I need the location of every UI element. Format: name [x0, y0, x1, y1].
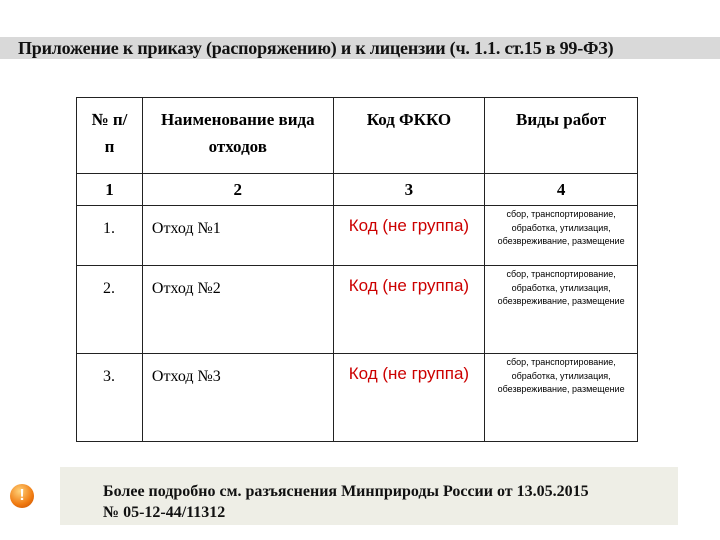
note-box: [60, 467, 678, 525]
table-row: [77, 206, 638, 266]
header-num: № п/п: [77, 98, 143, 174]
column-number-row: [77, 174, 638, 206]
col-number: 3: [333, 174, 485, 206]
row-name: Отход №3: [142, 354, 333, 442]
row-code: Код (не группа): [333, 266, 485, 354]
header-works: Виды работ: [485, 98, 638, 174]
row-num: 3.: [77, 354, 143, 442]
col-number: 4: [485, 174, 638, 206]
row-num: 1.: [77, 206, 143, 266]
header-row: [77, 98, 638, 174]
row-code: Код (не группа): [333, 354, 485, 442]
col-number: 1: [77, 174, 143, 206]
note-line-2: № 05-12-44/11312: [103, 504, 226, 521]
col-number: 2: [142, 174, 333, 206]
header-name: Наименование вида отходов: [142, 98, 333, 174]
page-title: Приложение к приказу (распоряжению) и к лицензии (ч. 1.1. ст.15 в 99-ФЗ): [18, 38, 614, 58]
row-num: 2.: [77, 266, 143, 354]
row-works: сбор, транспортирование, обработка, утилизация, обезвреживание, размещение: [485, 354, 638, 442]
header-code: Код ФККО: [333, 98, 485, 174]
note-line-1: Более подробно см. разъяснения Минприроды России от 13.05.2015: [103, 483, 589, 500]
row-works: сбор, транспортирование, обработка, утилизация, обезвреживание, размещение: [485, 266, 638, 354]
table-row: [77, 354, 638, 442]
row-name: Отход №1: [142, 206, 333, 266]
row-works: сбор, транспортирование, обработка, утилизация, обезвреживание, размещение: [485, 206, 638, 266]
waste-table: [76, 97, 638, 442]
warning-icon: !: [10, 484, 34, 508]
table-row: [77, 266, 638, 354]
title-bar: [0, 37, 720, 59]
row-name: Отход №2: [142, 266, 333, 354]
row-code: Код (не группа): [333, 206, 485, 266]
